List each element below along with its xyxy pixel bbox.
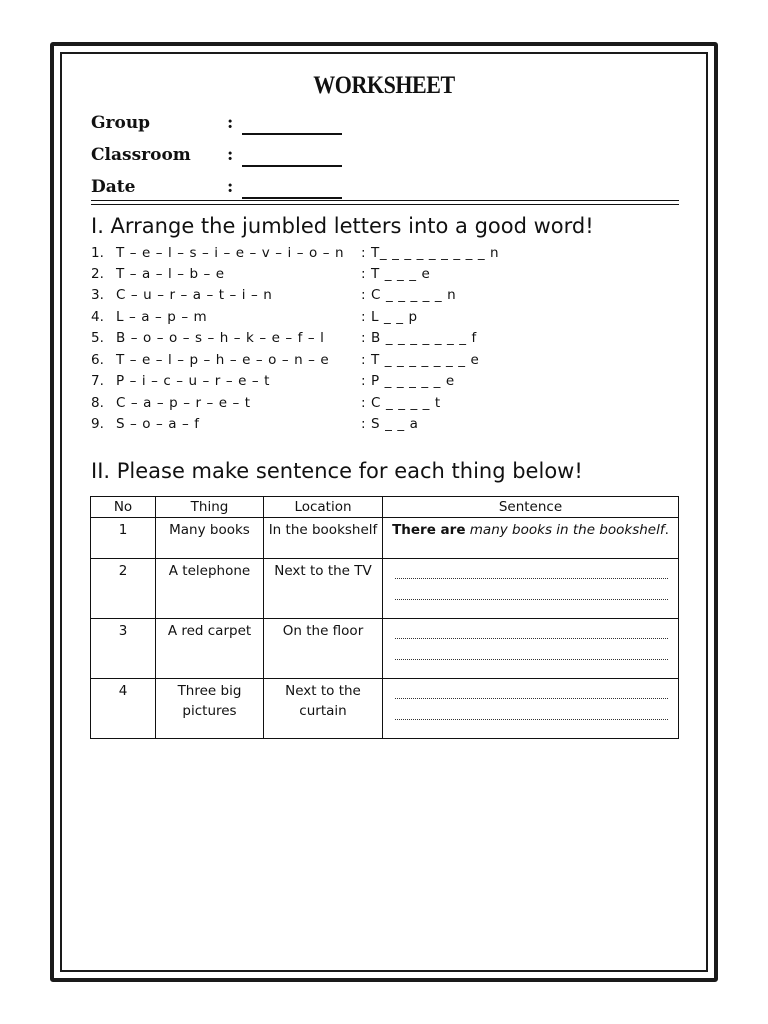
item-number: 1. xyxy=(91,245,104,261)
dotted-answer-line[interactable] xyxy=(395,642,668,660)
table-row xyxy=(91,559,679,619)
jumbled-letters: T – e – l – p – h – e – o – n – e xyxy=(116,352,330,368)
jumbled-letters: P – i – c – u – r – e – t xyxy=(116,373,271,389)
table-row xyxy=(91,518,679,559)
dotted-answer-line[interactable] xyxy=(395,561,668,579)
jumbled-letters: C – u – r – a – t – i – n xyxy=(116,287,273,303)
col-header-no: No xyxy=(91,497,156,518)
cell-no: 3 xyxy=(91,619,156,679)
item-number: 4. xyxy=(91,309,104,325)
answer-blank[interactable]: : T _ _ _ _ _ _ _ e xyxy=(361,352,480,368)
answer-blank[interactable]: : T _ _ _ e xyxy=(361,266,431,282)
answer-blank[interactable]: : P _ _ _ _ _ e xyxy=(361,373,455,389)
dotted-answer-line[interactable] xyxy=(395,681,668,699)
col-header-thing: Thing xyxy=(156,497,264,518)
dotted-answer-line[interactable] xyxy=(395,702,668,720)
date-colon: : xyxy=(227,177,234,197)
date-label: Date xyxy=(91,177,136,197)
answer-blank[interactable]: : B _ _ _ _ _ _ _ f xyxy=(361,330,477,346)
col-header-sentence: Sentence xyxy=(383,497,679,518)
table-header-row xyxy=(91,497,679,518)
item-number: 6. xyxy=(91,352,104,368)
cell-thing: Many books xyxy=(156,518,264,559)
item-number: 7. xyxy=(91,373,104,389)
example-bold-text: There are xyxy=(392,522,466,538)
item-number: 9. xyxy=(91,416,104,432)
cell-thing: A telephone xyxy=(156,559,264,619)
item-number: 8. xyxy=(91,395,104,411)
classroom-label: Classroom xyxy=(91,145,191,165)
divider-top xyxy=(91,200,679,201)
cell-sentence-blank[interactable] xyxy=(383,619,679,679)
cell-location: Next to the TV xyxy=(264,559,383,619)
classroom-colon: : xyxy=(227,145,234,165)
classroom-field[interactable] xyxy=(242,165,342,167)
cell-no: 1 xyxy=(91,518,156,559)
answer-blank[interactable]: : C _ _ _ _ _ n xyxy=(361,287,457,303)
cell-location: In the bookshelf xyxy=(264,518,383,559)
date-field[interactable] xyxy=(242,197,342,199)
example-period: . xyxy=(664,522,669,538)
answer-blank[interactable]: : C _ _ _ _ t xyxy=(361,395,441,411)
jumbled-letters: C – a – p – r – e – t xyxy=(116,395,251,411)
worksheet-title: WORKSHEET xyxy=(313,72,455,99)
cell-thing: A red carpet xyxy=(156,619,264,679)
group-colon: : xyxy=(227,113,234,133)
answer-blank[interactable]: : T_ _ _ _ _ _ _ _ _ n xyxy=(361,245,500,261)
sentence-table xyxy=(90,496,679,739)
jumbled-letters: T – a – l – b – e xyxy=(116,266,225,282)
table-row xyxy=(91,619,679,679)
item-number: 2. xyxy=(91,266,104,282)
dotted-answer-line[interactable] xyxy=(395,582,668,600)
group-field[interactable] xyxy=(242,133,342,135)
cell-sentence-example xyxy=(383,518,679,559)
item-number: 5. xyxy=(91,330,104,346)
jumbled-letters: L – a – p – m xyxy=(116,309,208,325)
cell-thing: Three big pictures xyxy=(156,679,264,739)
answer-blank[interactable]: : S _ _ a xyxy=(361,416,419,432)
col-header-location: Location xyxy=(264,497,383,518)
cell-location: On the floor xyxy=(264,619,383,679)
cell-no: 4 xyxy=(91,679,156,739)
cell-location: Next to the curtain xyxy=(264,679,383,739)
jumbled-letters: B – o – o – s – h – k – e – f – l xyxy=(116,330,325,346)
jumbled-letters: T – e – l – s – i – e – v – i – o – n xyxy=(116,245,345,261)
cell-no: 2 xyxy=(91,559,156,619)
section2-heading: II. Please make sentence for each thing below! xyxy=(91,459,583,483)
dotted-answer-line[interactable] xyxy=(395,621,668,639)
group-label: Group xyxy=(91,113,151,133)
jumbled-letters: S – o – a – f xyxy=(116,416,200,432)
item-number: 3. xyxy=(91,287,104,303)
cell-sentence-blank[interactable] xyxy=(383,679,679,739)
divider-bottom xyxy=(91,204,679,205)
table-row xyxy=(91,679,679,739)
section1-heading: I. Arrange the jumbled letters into a good word! xyxy=(91,214,594,238)
cell-sentence-blank[interactable] xyxy=(383,559,679,619)
answer-blank[interactable]: : L _ _ p xyxy=(361,309,418,325)
example-italic-text: many books in the bookshelf xyxy=(465,522,665,538)
